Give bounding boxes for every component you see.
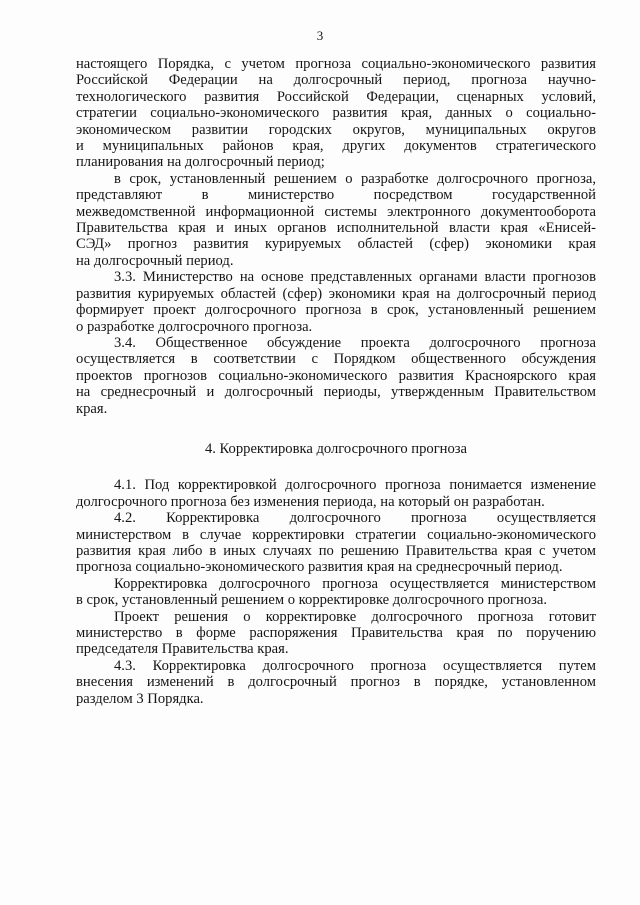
text-line: представляют в министерство посредством государственной <box>76 187 596 204</box>
text-line: и муниципальных районов края, других документов стратегического <box>76 138 596 155</box>
text-line: развития края либо в иных случаях по решению Правительства края с учетом <box>76 542 596 559</box>
text-line: о разработке долгосрочного прогноза. <box>76 318 313 335</box>
text-line: проектов прогнозов социально-экономического развития Красноярского края <box>76 367 596 384</box>
text-line: министерство в форме распоряжения Правительства края по поручению <box>76 625 596 641</box>
paragraph <box>76 576 596 609</box>
text-line: 3.3. Министерство на основе представленных органами власти прогнозов <box>114 269 596 286</box>
text-line: председателя Правительства края. <box>76 641 289 658</box>
page-number: 3 <box>316 28 324 43</box>
text-line: Российской Федерации на долгосрочный период, прогноза научно- <box>76 72 596 89</box>
text-line: экономическом развитии городских округов, муниципальных округов <box>76 121 596 138</box>
text-line: настоящего Порядка, с учетом прогноза социально-экономического развития <box>76 56 596 72</box>
document-body <box>76 56 596 707</box>
text-line: долгосрочного прогноза без изменения периода, на который он разработан. <box>76 493 545 510</box>
paragraph <box>76 171 596 269</box>
paragraph <box>76 510 596 576</box>
text-line: на среднесрочный и долгосрочный периоды, утвержденным Правительством <box>76 384 596 401</box>
paragraph <box>76 609 596 658</box>
text-line: 3.4. Общественное обсуждение проекта долгосрочного прогноза <box>114 334 596 351</box>
text-line: разделом 3 Порядка. <box>76 690 204 707</box>
text-line: осуществляется в соответствии с Порядком общественного обсуждения <box>76 351 596 368</box>
text-line: формирует проект долгосрочного прогноза в срок, установленный решением <box>76 302 596 319</box>
text-line: СЭД» прогноз развития курируемых областей (сфер) экономики края <box>76 236 596 253</box>
section-heading: 4. Корректировка долгосрочного прогноза <box>204 440 468 457</box>
paragraph <box>76 658 596 707</box>
text-line: Корректировка долгосрочного прогноза осуществляется министерством <box>114 575 596 592</box>
text-line: Правительства края и иных органов исполнительной власти края «Енисей- <box>76 220 596 237</box>
text-line: 4.3. Корректировка долгосрочного прогноза осуществляется путем <box>114 657 596 674</box>
section-3-continuation <box>76 56 596 417</box>
text-line: Проект решения о корректировке долгосрочного прогноза готовит <box>114 608 596 625</box>
paragraph <box>76 56 596 171</box>
text-line: прогноза социально-экономического развития края на среднесрочный период. <box>76 559 563 576</box>
text-line: стратегии социально-экономического развития края, данных о социально- <box>76 105 596 122</box>
text-line: края. <box>76 400 108 417</box>
text-line: 4.1. Под корректировкой долгосрочного прогноза понимается изменение <box>114 477 596 494</box>
section-4-body <box>76 477 596 707</box>
text-line: технологического развития Российской Федерации, сценарных условий, <box>76 88 596 105</box>
text-line: в срок, установленный решением о корректировке долгосрочного прогноза. <box>76 592 547 609</box>
paragraph <box>76 335 596 417</box>
text-line: 4.2. Корректировка долгосрочного прогноза осуществляется <box>114 510 596 527</box>
text-line: на долгосрочный период. <box>76 252 234 269</box>
paragraph <box>76 477 596 510</box>
paragraph <box>76 269 596 335</box>
text-line: развития курируемых областей (сфер) экономики края на долгосрочный период <box>76 285 596 302</box>
text-line: внесения изменений в долгосрочный прогноз в порядке, установленном <box>76 674 596 691</box>
text-line: планирования на долгосрочный период; <box>76 154 325 171</box>
text-line: министерством в случае корректировки стратегии социально-экономического <box>76 526 596 543</box>
text-line: в срок, установленный решением о разработке долгосрочного прогноза, <box>114 170 596 187</box>
text-line: межведомственной информационной системы электронного документооборота <box>76 203 596 220</box>
